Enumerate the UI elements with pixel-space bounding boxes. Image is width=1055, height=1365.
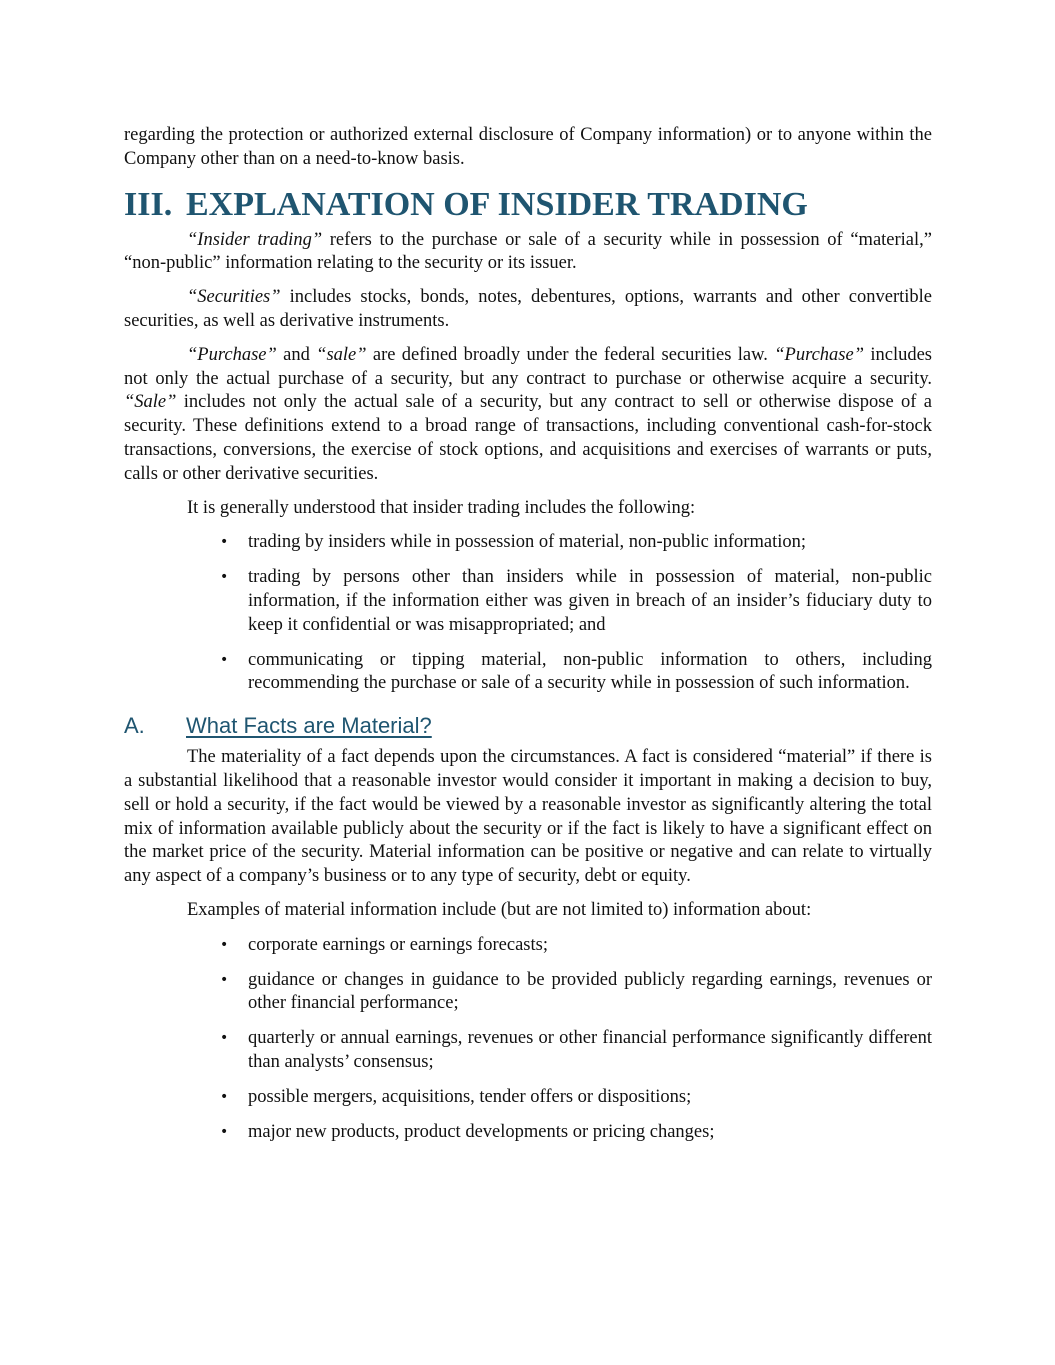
list-item [124, 934, 932, 958]
list-item [124, 566, 932, 637]
list-item-text: guidance or changes in guidance to be provided publicly regarding earnings, revenues or other financial performance; [248, 969, 932, 1014]
defined-term: “Purchase” [774, 344, 864, 365]
definition-text: includes not only the actual sale of a security, but any contract to sell or otherwise dispose of a security. These definitions extend to a broad range of transactions, including conventional cash-for-stock transactions, conversions, the exercise of stock options, and acquisitions and exercises of warrants or puts, calls or other derivative securities. [124, 392, 932, 484]
subsection-number: A. [124, 713, 145, 739]
list-item [124, 649, 932, 697]
defined-term: “Insider trading” [187, 229, 323, 250]
defined-term: “Purchase” [187, 344, 277, 365]
list-item-text: quarterly or annual earnings, revenues or other financial performance significantly different than analysts’ consensus; [248, 1028, 932, 1072]
bullet-icon: • [220, 1088, 229, 1105]
purchase-sale-definition [124, 344, 932, 487]
list-item-text: corporate earnings or earnings forecasts; [248, 934, 548, 955]
securities-definition [124, 286, 932, 334]
definition-text: includes not only the actual purchase of a security, but any contract to purchase or otherwise acquire a security. [124, 344, 932, 389]
list-item [124, 531, 932, 555]
list-item [124, 1027, 932, 1075]
definition-text: and [276, 344, 317, 365]
bullet-icon: • [220, 569, 229, 586]
list-item-text: trading by persons other than insiders while in possession of material, non-public information, if the information either was given in breach of an insider’s fiduciary duty to keep it confidential or was misappropriated; and [248, 567, 932, 635]
intro-continuation: regarding the protection or authorized external disclosure of Company information) or to anyone within the Company other than on a need-to-know basis. [124, 125, 932, 169]
bullet-icon: • [220, 1123, 229, 1140]
insider-trading-intro: It is generally understood that insider trading includes the following: [187, 497, 696, 518]
bullet-icon: • [220, 1030, 229, 1047]
list-item [124, 969, 932, 1017]
bullet-icon: • [220, 971, 229, 988]
definition-text: includes stocks, bonds, notes, debentures, options, warrants and other convertible securities, as well as derivative instruments. [124, 287, 932, 331]
list-item [124, 1086, 932, 1110]
list-item-text: possible mergers, acquisitions, tender offers or dispositions; [248, 1086, 692, 1107]
section-number: III. [124, 185, 173, 223]
bullet-icon: • [220, 534, 229, 551]
document-page [124, 124, 932, 1144]
subsection-heading-a [124, 712, 932, 740]
subsection-title: What Facts are Material? [186, 713, 432, 739]
defined-term: “Securities” [187, 287, 281, 308]
definition-text: refers to the purchase or sale of a security while in possession of “material,” “non-public” information relating to the security or its issuer. [124, 229, 932, 274]
list-item-text: major new products, product developments or pricing changes; [248, 1121, 715, 1142]
list-item-text: trading by insiders while in possession of material, non-public information; [248, 532, 806, 553]
insider-trading-definition [124, 229, 932, 277]
bullet-icon: • [220, 936, 229, 953]
defined-term: “sale” [316, 344, 367, 365]
insider-trading-list [124, 531, 932, 696]
bullet-icon: • [220, 651, 229, 668]
definition-text: are defined broadly under the federal securities law. [366, 344, 775, 365]
section-heading-iii [124, 185, 932, 225]
material-examples-intro: Examples of material information include (but are not limited to) information about: [187, 899, 812, 920]
defined-term: “Sale” [124, 392, 177, 413]
materiality-paragraph: The materiality of a fact depends upon the circumstances. A fact is considered “material” if there is a substantial likelihood that a reasonable investor would consider it important in making a decision to buy, sell or hold a security, if the fact would be viewed by a reasonable investor as significantly altering the total mix of information available publicly about the security or if the fact is likely to have a significant effect on the market price of the security. Material information can be positive or negative and can relate to virtually any aspect of a company’s business or to any type of security, debt or equity. [124, 747, 932, 887]
list-item-text: communicating or tipping material, non-public information to others, including recommending the purchase or sale of a security while in possession of such information. [248, 649, 932, 694]
list-item [124, 1121, 932, 1145]
material-examples-list [124, 934, 932, 1145]
section-title: EXPLANATION OF INSIDER TRADING [186, 185, 808, 223]
